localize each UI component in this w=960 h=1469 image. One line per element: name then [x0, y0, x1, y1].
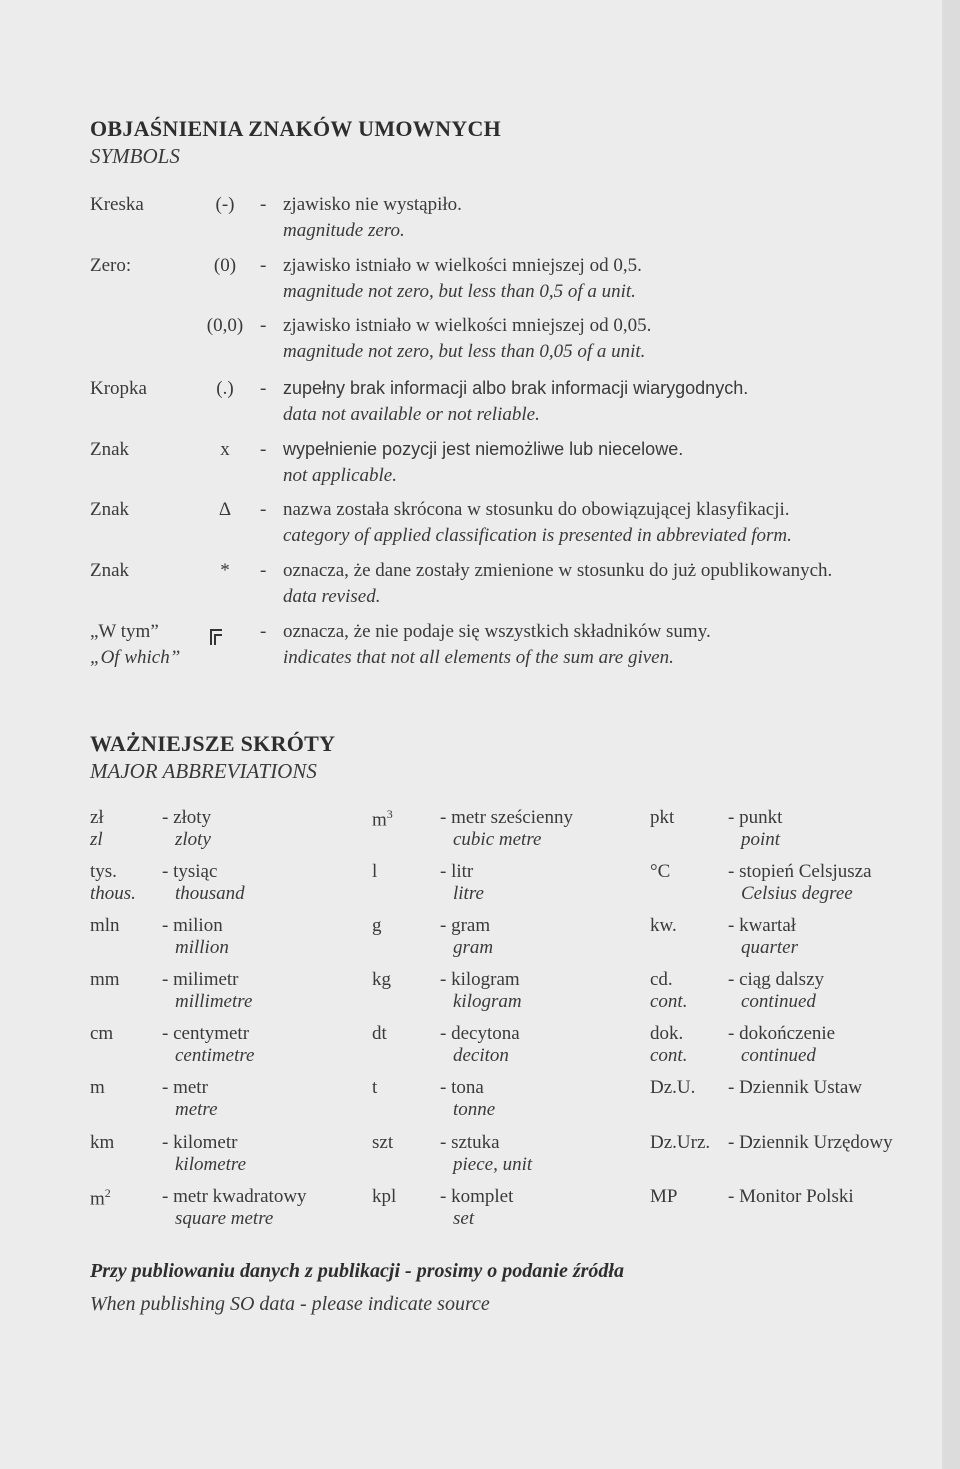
symbol-sign: (-)	[215, 194, 235, 215]
abbreviation-meaning-pl: - decytona	[440, 1023, 520, 1044]
abbreviation-entry	[90, 1132, 360, 1186]
symbol-dash: -	[260, 560, 267, 581]
abbreviation-meaning-en: deciton	[453, 1045, 509, 1066]
symbol-name: Kreska	[90, 194, 144, 215]
abbreviation-meaning-pl: - metr kwadratowy	[162, 1186, 307, 1207]
abbreviation-meaning-en: million	[175, 937, 229, 958]
symbol-description-en: data revised.	[283, 586, 381, 607]
symbol-name: Kropka	[90, 378, 147, 399]
symbol-sign	[190, 625, 240, 651]
symbol-name: Znak	[90, 439, 130, 460]
symbol-sign: Δ	[218, 499, 232, 520]
abbreviation	[90, 915, 120, 937]
symbol-row	[0, 621, 940, 681]
abbreviation-entry	[90, 807, 360, 861]
abbreviation-text: zł	[90, 807, 104, 828]
abbreviation-text: tys.	[90, 861, 117, 882]
abbreviation-entry	[372, 969, 642, 1023]
abbreviation	[90, 1023, 113, 1045]
abbreviation-entry	[650, 969, 920, 1023]
abbreviation-meaning-pl: - Monitor Polski	[728, 1186, 854, 1207]
abbreviation-entry	[90, 1023, 360, 1077]
abbreviation-text: Dz.Urz.	[650, 1132, 711, 1153]
abbreviation	[372, 1023, 387, 1045]
abbreviation	[90, 807, 104, 829]
symbol-name: „W tym”	[90, 621, 159, 642]
abbreviation	[372, 1186, 396, 1208]
abbreviation-text: dok.	[650, 1023, 684, 1044]
abbreviation-entry	[372, 1132, 642, 1186]
abbreviation-meaning-pl: - kilometr	[162, 1132, 238, 1153]
symbol-description-pl: zupełny brak informacji albo brak informacji wiarygodnych.	[283, 378, 749, 398]
abbreviation-entry	[90, 915, 360, 969]
abbreviation-entry	[650, 1186, 920, 1240]
abbreviation-meaning-pl: - gram	[440, 915, 491, 936]
abbreviation-meaning-pl: - centymetr	[162, 1023, 250, 1044]
abbreviation-text: l	[372, 861, 378, 882]
symbols-title: OBJAŚNIENIA ZNAKÓW UMOWNYCH	[90, 116, 502, 141]
symbol-row	[0, 499, 940, 559]
abbreviation-text: pkt	[650, 807, 675, 828]
abbreviation-meaning-en: set	[453, 1208, 475, 1229]
abbreviation	[650, 1077, 695, 1099]
abbreviation-text: m	[90, 1077, 105, 1098]
symbol-description-pl: zjawisko istniało w wielkości mniejszej od 0,5.	[283, 255, 642, 276]
abbreviation	[90, 969, 120, 991]
abbreviation-text: szt	[372, 1132, 394, 1153]
abbreviation-meaning-en: quarter	[741, 937, 798, 958]
abbreviation-meaning-en: square metre	[175, 1208, 274, 1229]
symbol-row	[0, 315, 940, 375]
abbreviation-meaning-pl: - milion	[162, 915, 223, 936]
abbreviation	[90, 1132, 114, 1154]
abbreviation-meaning-pl: - złoty	[162, 807, 212, 828]
abbreviation-meaning-en: kilometre	[175, 1154, 247, 1175]
symbol-description-pl: zjawisko nie wystąpiło.	[283, 194, 462, 215]
abbreviation	[372, 915, 382, 937]
abbreviation	[650, 969, 673, 991]
symbol-sign: (0,0)	[206, 315, 244, 336]
abbreviation-meaning-pl: - kwartał	[728, 915, 797, 936]
abbreviation-meaning-pl: - Dziennik Ustaw	[728, 1077, 863, 1098]
abbreviation	[372, 807, 393, 831]
symbol-description-en: magnitude not zero, but less than 0,5 of a unit.	[283, 281, 636, 302]
symbol-description-en: magnitude not zero, but less than 0,05 of a unit.	[283, 341, 646, 362]
abbreviation-meaning-en: cubic metre	[453, 829, 542, 850]
abbreviation-text: km	[90, 1132, 115, 1153]
abbreviation	[90, 1077, 105, 1099]
symbol-row	[0, 439, 940, 499]
symbol-sign: x	[220, 439, 230, 460]
abbreviation-meaning-pl: - litr	[440, 861, 474, 882]
abbreviation	[372, 1077, 377, 1099]
abbreviation-en: cont.	[650, 1045, 688, 1066]
abbreviation-meaning-en: litre	[453, 883, 484, 904]
abbreviation-text: m	[372, 809, 387, 831]
symbol-sign: (.)	[216, 378, 234, 399]
abbreviation-text: mm	[90, 969, 120, 990]
symbol-name: Znak	[90, 560, 130, 581]
symbol-sign: (0)	[213, 255, 237, 276]
symbol-description-pl: oznacza, że dane zostały zmienione w stosunku do już opublikowanych.	[283, 560, 833, 581]
symbol-name-en: „Of which”	[90, 647, 181, 668]
symbol-description-en: not applicable.	[283, 465, 397, 486]
abbreviation-entry	[90, 1186, 360, 1240]
abbreviation-meaning-en: millimetre	[175, 991, 253, 1012]
abbreviation-meaning-en: zloty	[175, 829, 211, 850]
abbreviation-exponent: 3	[386, 807, 393, 821]
abbreviation-meaning-en: Celsius degree	[741, 883, 853, 904]
abbreviation	[90, 861, 117, 883]
abbreviation-meaning-pl: - kilogram	[440, 969, 520, 990]
symbol-row	[0, 194, 940, 254]
abbreviation-meaning-en: tonne	[453, 1099, 496, 1120]
abbreviation	[372, 861, 377, 883]
symbol-row	[0, 255, 940, 315]
abbreviation-entry	[650, 807, 920, 861]
symbol-dash: -	[260, 255, 267, 276]
abbreviation-entry	[372, 861, 642, 915]
abbreviation-meaning-en: continued	[741, 1045, 816, 1066]
abbreviation-meaning-pl: - Dziennik Urzędowy	[728, 1132, 893, 1153]
abbreviation-text: t	[372, 1077, 378, 1098]
symbol-dash: -	[260, 194, 267, 215]
abbreviation-entry	[372, 1023, 642, 1077]
abbreviation-meaning-en: kilogram	[453, 991, 522, 1012]
abbreviation-meaning-en: metre	[175, 1099, 218, 1120]
abbreviation	[650, 861, 670, 883]
abbreviation	[90, 1186, 111, 1210]
footer-note-pl: Przy publiowaniu danych z publikacji - prosimy o podanie źródła	[90, 1260, 624, 1282]
abbreviation-entry	[372, 807, 642, 861]
abbreviation-entry	[372, 1077, 642, 1131]
abbreviation-meaning-en: continued	[741, 991, 816, 1012]
abbreviation-meaning-pl: - milimetr	[162, 969, 239, 990]
abbreviation-entry	[650, 861, 920, 915]
abbreviation-text: kpl	[372, 1186, 397, 1207]
abbreviation-meaning-en: centimetre	[175, 1045, 255, 1066]
symbol-row	[0, 378, 940, 438]
abbreviation-text: kw.	[650, 915, 677, 936]
symbol-description-pl: wypełnienie pozycji jest niemożliwe lub niecelowe.	[283, 439, 684, 459]
abbreviation-text: g	[372, 915, 382, 936]
abbreviation	[650, 915, 677, 937]
abbreviation-entry	[372, 1186, 642, 1240]
of-which-mark-icon	[208, 625, 222, 645]
abbreviation-meaning-pl: - tona	[440, 1077, 484, 1098]
symbol-description-en: magnitude zero.	[283, 220, 405, 241]
abbreviation-exponent: 2	[104, 1186, 111, 1200]
symbol-name: Zero:	[90, 255, 132, 276]
abbreviation-entry	[650, 1132, 920, 1186]
symbol-name: Znak	[90, 499, 130, 520]
abbreviation-meaning-pl: - komplet	[440, 1186, 514, 1207]
abbreviation-meaning-pl: - tysiąc	[162, 861, 218, 882]
symbol-description-en: data not available or not reliable.	[283, 404, 540, 425]
symbol-sign: *	[220, 560, 230, 581]
abbreviation-text: cd.	[650, 969, 673, 990]
abbreviation-en: cont.	[650, 991, 688, 1012]
abbreviation-meaning-pl: - stopień Celsjusza	[728, 861, 872, 882]
abbreviation-entry	[650, 915, 920, 969]
footer-note-en: When publishing SO data - please indicate source	[90, 1293, 490, 1315]
symbol-dash: -	[260, 439, 267, 460]
abbreviation-meaning-pl: - sztuka	[440, 1132, 500, 1153]
symbol-description-pl: oznacza, że nie podaje się wszystkich składników sumy.	[283, 621, 711, 642]
abbreviation-meaning-pl: - metr	[162, 1077, 208, 1098]
abbreviation-entry	[650, 1023, 920, 1077]
abbreviation	[372, 969, 391, 991]
abbreviation-entry	[372, 915, 642, 969]
abbreviation-meaning-en: thousand	[175, 883, 245, 904]
abbreviation-text: cm	[90, 1023, 114, 1044]
abbreviation	[372, 1132, 393, 1154]
symbol-description-en: category of applied classification is presented in abbreviated form.	[283, 525, 792, 546]
abbreviation-entry	[90, 861, 360, 915]
abbreviation-text: MP	[650, 1186, 678, 1207]
abbreviation-en: zl	[90, 829, 103, 850]
abbreviation	[650, 1132, 710, 1154]
abbreviation-meaning-en: point	[741, 829, 781, 850]
abbreviation-text: kg	[372, 969, 391, 990]
symbol-description-pl: zjawisko istniało w wielkości mniejszej od 0,05.	[283, 315, 652, 336]
abbreviation-entry	[650, 1077, 920, 1131]
abbreviation-meaning-pl: - metr sześcienny	[440, 807, 573, 828]
abbreviations-title: WAŻNIEJSZE SKRÓTY	[90, 731, 336, 756]
symbol-description-en: indicates that not all elements of the sum are given.	[283, 647, 674, 668]
abbreviation-text: m	[90, 1188, 105, 1210]
symbol-row	[0, 560, 940, 620]
abbreviation-text: dt	[372, 1023, 387, 1044]
abbreviation-meaning-pl: - ciąg dalszy	[728, 969, 825, 990]
abbreviation	[650, 807, 674, 829]
abbreviation-meaning-en: piece, unit	[453, 1154, 533, 1175]
symbol-dash: -	[260, 315, 267, 336]
abbreviation-meaning-pl: - punkt	[728, 807, 783, 828]
abbreviation-meaning-en: gram	[453, 937, 494, 958]
abbreviation-text: Dz.U.	[650, 1077, 696, 1098]
symbol-description-pl: nazwa została skrócona w stosunku do obowiązującej klasyfikacji.	[283, 499, 790, 520]
abbreviations-title-en: MAJOR ABBREVIATIONS	[90, 759, 317, 783]
abbreviation-text: mln	[90, 915, 120, 936]
abbreviation-en: thous.	[90, 883, 136, 904]
abbreviation-text: °C	[650, 861, 671, 882]
abbreviation-entry	[90, 969, 360, 1023]
symbol-dash: -	[260, 621, 267, 642]
abbreviation	[650, 1186, 677, 1208]
abbreviation	[650, 1023, 683, 1045]
symbols-title-en: SYMBOLS	[90, 144, 180, 168]
abbreviation-entry	[90, 1077, 360, 1131]
symbol-dash: -	[260, 499, 267, 520]
symbol-dash: -	[260, 378, 267, 399]
abbreviation-meaning-pl: - dokończenie	[728, 1023, 836, 1044]
